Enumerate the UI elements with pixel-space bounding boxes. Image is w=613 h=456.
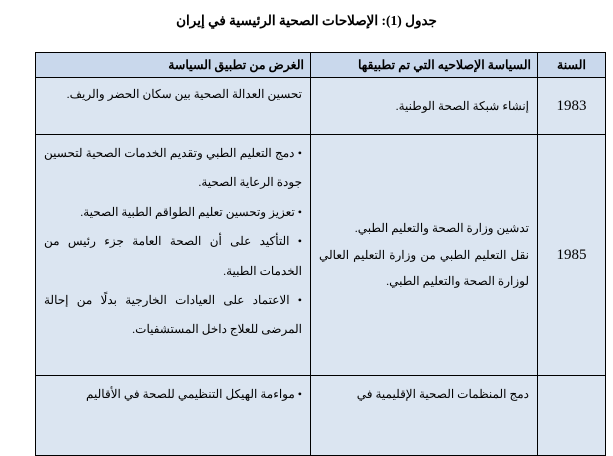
purpose-bullet-list [44, 139, 302, 345]
policy-cell [311, 78, 538, 135]
health-reforms-table [35, 52, 606, 456]
table-row-1985 [36, 135, 606, 376]
purpose-cell [36, 135, 311, 376]
table-caption: جدول (1): الإصلاحات الصحية الرئيسية في إيران [176, 13, 437, 28]
year-column-header: السنة [538, 53, 606, 78]
purpose-bullet-item: • مواءمة الهيكل التنظيمي للصحة في الأقاليم [44, 381, 302, 407]
policy-text: دمج المنظمات الصحية الإقليمية في [356, 387, 529, 401]
table-row-clipped [36, 376, 606, 456]
purpose-bullet-list [44, 381, 302, 407]
policy-text: إنشاء شبكة الصحة الوطنية. [395, 98, 529, 113]
policy-text: تدشين وزارة الصحة والتعليم الطبي. [354, 221, 529, 236]
purpose-bullet-item: • التأكيد على أن الصحة العامة جزء رئيس من الخدمات الطبية. [44, 227, 302, 286]
purpose-column-header: الغرض من تطبيق السياسة [36, 53, 311, 78]
purpose-cell [36, 78, 311, 135]
purpose-text: تحسين العدالة الصحية بين سكان الحضر والريف. [66, 87, 302, 101]
year-cell: 1985 [538, 135, 606, 376]
policy-text: نقل التعليم الطبي من وزارة التعليم العالي لوزارة الصحة والتعليم الطبي. [319, 247, 529, 289]
header-row [36, 53, 606, 78]
purpose-bullet-item: • تعزيز وتحسين تعليم الطواقم الطبية الصحية. [44, 198, 302, 227]
policy-column-header: السياسة الإصلاحيه التي تم تطبيقها [311, 53, 538, 78]
purpose-bullet-item: • دمج التعليم الطبي وتقديم الخدمات الصحية لتحسين جودة الرعاية الصحية. [44, 139, 302, 198]
year-cell: 1983 [538, 78, 606, 135]
year-cell [538, 376, 606, 456]
policy-cell [311, 376, 538, 456]
purpose-bullet-item: • الاعتماد على العيادات الخارجية بدلًا من إحالة المرضى للعلاج داخل المستشفيات. [44, 286, 302, 345]
policy-cell [311, 135, 538, 376]
table-row-1983 [36, 78, 606, 135]
purpose-cell [36, 376, 311, 456]
